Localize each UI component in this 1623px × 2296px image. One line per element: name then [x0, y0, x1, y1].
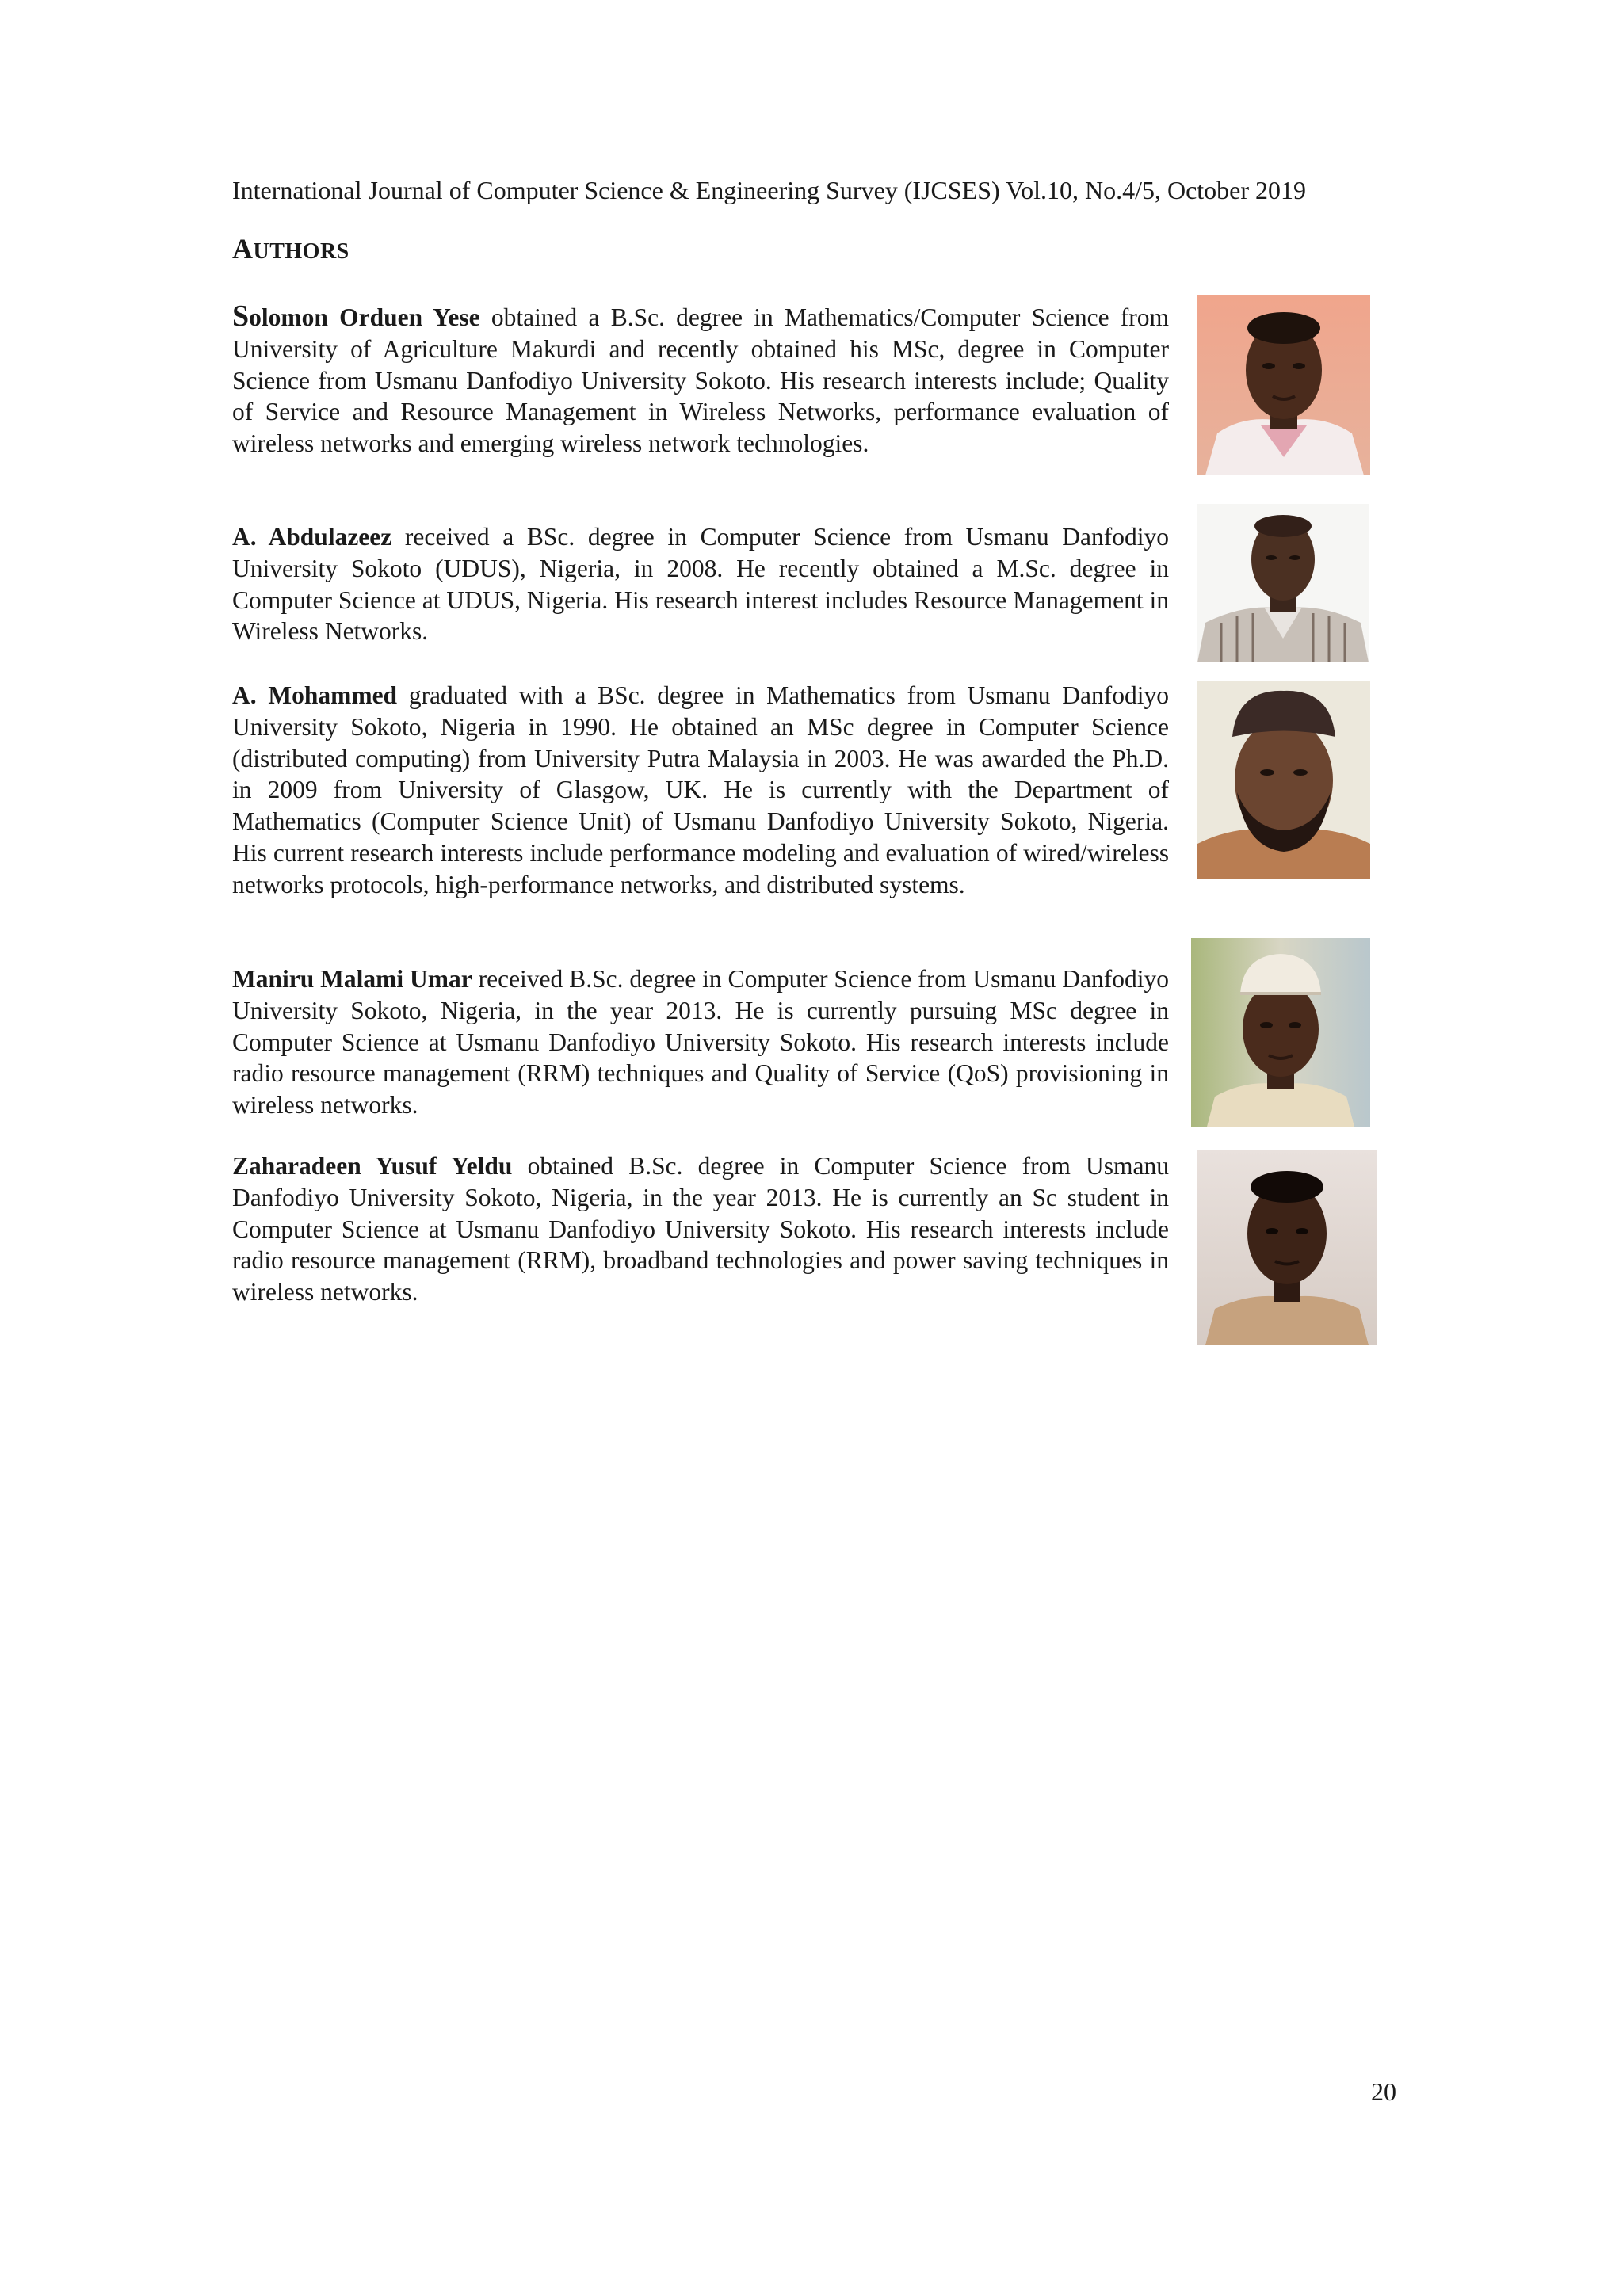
- author-bio-3: [232, 680, 1169, 901]
- author-bio-3-text: graduated with a BSc. degree in Mathematics from Usmanu Danfodiyo University Sokoto, Nigeria in 1990. He obtained an MSc degree in Computer Science (distributed computing) from University Putra Malaysia in 2003. He was awarded the Ph.D. in 2009 from University of Glasgow, UK. He is currently with the Department of Mathematics (Computer Science Unit) of Usmanu Danfodiyo University Sokoto, Nigeria. His current research interests include performance modeling and evaluation of wired/wireless networks protocols, high-performance networks, and distributed systems.: [232, 681, 1169, 898]
- author-name-1-rest: olomon Orduen Yese: [249, 303, 480, 331]
- author-name-2: A. Abdulazeez: [232, 523, 392, 551]
- author-bio-5-text: obtained B.Sc. degree in Computer Science from Usmanu Danfodiyo University Sokoto, Nigeria, in the year 2013. He is currently an Sc student in Computer Science at Usmanu Danfodiyo University Sokoto. His research interests include radio resource management (RRM), broadband technologies and power saving techniques in wireless networks.: [232, 1152, 1170, 1306]
- author-bio-2-text: received a BSc. degree in Computer Science from Usmanu Danfodiyo University Sokoto (UDUS), Nigeria, in 2008. He recently obtained a M.Sc. degree in Computer Science at UDUS, Nigeria. His research interest includes Resource Management in Wireless Networks.: [232, 523, 1169, 646]
- section-title-rest: UTHORS: [253, 239, 349, 264]
- author-bio-5: [232, 1150, 1169, 1308]
- author-bio-4: [232, 963, 1169, 1121]
- author-bio-4-text: received B.Sc. degree in Computer Science from Usmanu Danfodiyo University Sokoto, Nigeria, in the year 2013. He is currently pursuing MSc degree in Computer Science at Usmanu Danfodiyo University Sokoto. His research interests include radio resource management (RRM) techniques and Quality of Service (QoS) provisioning in wireless networks.: [232, 965, 1169, 1119]
- author-photo-2: [1197, 504, 1369, 662]
- author-photo-3: [1197, 681, 1370, 879]
- section-title-initial: A: [232, 233, 254, 265]
- author-name-1-initial: S: [232, 299, 250, 333]
- running-head: International Journal of Computer Science & Engineering Survey (IJCSES) Vol.10, No.4/5, October 2019: [232, 176, 1307, 204]
- author-photo-4: [1191, 938, 1370, 1127]
- author-photo-1: [1197, 295, 1370, 475]
- page-number: 20: [1371, 2077, 1396, 2106]
- author-name-5: Zaharadeen Yusuf Yeldu: [232, 1152, 513, 1180]
- author-name-3: A. Mohammed: [232, 681, 398, 709]
- author-name-4: Maniru Malami Umar: [232, 965, 472, 993]
- author-name-1: [232, 299, 480, 333]
- author-bio-2: [232, 521, 1169, 647]
- author-bio-1: [232, 301, 1169, 460]
- author-bio-1-text: obtained a B.Sc. degree in Mathematics/Computer Science from University of Agriculture Makurdi and recently obtained his MSc, degree in Computer Science from Usmanu Danfodiyo University Sokoto. His research interests include; Quality of Service and Resource Management in Wireless Networks, performance evaluation of wireless networks and emerging wireless network technologies.: [232, 303, 1169, 458]
- section-title: [232, 231, 349, 269]
- author-photo-5: [1197, 1150, 1377, 1345]
